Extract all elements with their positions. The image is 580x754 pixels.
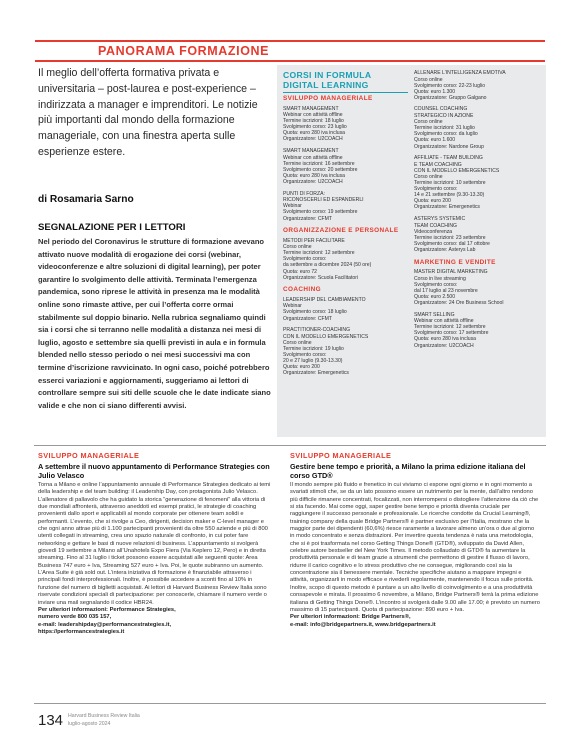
course-name: METODI PER FACILITARE xyxy=(283,237,345,244)
course-detail: Svolgimento corso: dal 17 ottobre xyxy=(414,240,490,247)
signal-title: SEGNALAZIONE PER I LETTORI xyxy=(38,222,186,233)
digital-learning-box xyxy=(277,65,546,437)
course-name: AFFILIATE - TEAM BUILDING xyxy=(414,155,483,162)
course-detail: Corso online xyxy=(414,76,443,83)
course-detail: Termine iscrizioni: 23 settembre xyxy=(414,234,486,241)
course-entry xyxy=(414,155,541,210)
article-left-category: SVILUPPO MANAGERIALE xyxy=(38,451,140,460)
course-detail: Corso online xyxy=(414,173,443,180)
course-detail: Svolgimento corso: 17 settembre xyxy=(414,330,489,337)
footer-issue: luglio-agosto 2024 xyxy=(68,721,111,727)
course-detail: da settembre a dicembre 2024 (50 ore) xyxy=(283,262,372,269)
course-category: MARKETING E VENDITE xyxy=(414,258,496,266)
article-right-contact-1: Per ulteriori informazioni: Bridge Partners®, xyxy=(290,614,411,621)
intro-text: Il meglio dell’offerta formativa privata e universitaria – post-laurea e post-experience – indirizzata a manager e imprenditori. Le notizie più importanti dal mondo della formazione manageriale, con una finestra aperta sulle esperienze estere. xyxy=(38,67,258,158)
course-detail: Svolgimento corso: 19 settembre xyxy=(283,209,358,216)
course-detail: Quota: euro 2.500 xyxy=(414,293,456,300)
course-detail: Organizzatore: Gruppo Galgano xyxy=(414,94,487,101)
course-detail: CON IL MODELLO EMERGENETICS xyxy=(414,167,500,174)
course-detail: Termine iscrizioni: 12 settembre xyxy=(283,250,355,257)
course-detail: Termine iscrizioni: 19 luglio xyxy=(283,345,344,352)
article-left-body: Torna a Milano e online l’appuntamento annuale di Performance Strategies dedicato ai temi della leadership e del team building: il Leadership Day, con protagonista Julio Velasco. L’allenatore di pallavolo che ha guidato la storica “generazione di fenomeni” alla vittoria di due mondiali affronterà, attraverso aneddoti ed esempi pratici, le strategie di coaching provenienti dallo sport e applicabili al mondo corporate per ottenere team solidi e performanti. L’evento, che si rivolge a Ceo, dirigenti, decision maker e C-level manager e che ogni anno attrae più di 1.100 partecipanti provenienti da oltre 550 aziende e più di 800 utenti collegati in streaming, crea uno spazio naturale di confronto, in cui poter fare networking e gettare le basi di nuove relazioni di business. L’appuntamento si svolgerà giovedì 19 settembre a Milano all’Unahotels Expo Fiera (Via Keplero 12, Pero) e in diretta streaming. Fino al 31 luglio i ticket possono essere acquistati alle seguenti quote: Area Business 747 euro + Iva, Streaming 527 euro + Iva. Poi, le quote subiranno un aumento. L’Area Suite è già sold out. L’intera iniziativa di formazione è finanziabile attraverso i principali fondi interprofessionali. Inoltre, è possibile accedere a sconti fino al 10% in funzione del numero di biglietti acquistati. Ai lettori di Harvard Business Review Italia sono riservate condizioni speciali di partecipazione: per conoscerle, chiamare il numero verde o inviare una mail segnalando il codice HBR24. xyxy=(38,482,271,606)
course-entry xyxy=(414,70,541,101)
course-name: ASTERYS SYSTEMIC xyxy=(414,215,466,222)
article-right-headline: Gestire bene tempo e priorità, a Milano la prima edizione italiana del corso GTD® xyxy=(290,462,526,480)
article-left-contact-4: https://performancestrategies.it xyxy=(38,628,125,635)
course-entry xyxy=(283,327,408,376)
course-detail: Organizzatore: Emergenetics xyxy=(414,204,480,211)
course-category: ORGANIZZAZIONE E PERSONALE xyxy=(283,227,399,235)
article-left xyxy=(38,451,273,636)
course-detail: Svolgimento corso: xyxy=(283,256,327,263)
course-detail: CON IL MODELLO EMERGENETICS xyxy=(283,333,369,340)
course-detail: Svolgimento corso: xyxy=(283,352,327,358)
page-number: 134 xyxy=(38,712,64,729)
course-detail: Webinar xyxy=(283,203,302,210)
course-detail: 20 e 27 luglio (9.30-13.30) xyxy=(283,358,343,365)
article-right-contact-2: e-mail: info@bridgepartners.it, www.bridgepartners.it xyxy=(290,621,436,628)
article-left-contact-1: Per ulteriori informazioni: Performance Strategies, xyxy=(38,606,176,613)
course-detail: Quota: euro 280 iva inclusa xyxy=(283,172,346,179)
separator-top xyxy=(34,445,546,446)
article-left-headline: A settembre il nuovo appuntamento di Performance Strategies con Julio Velasco xyxy=(38,462,270,480)
course-name: LEADERSHIP DEL CAMBIAMENTO xyxy=(283,296,366,303)
course-detail: Termine iscrizioni: 16 settembre xyxy=(283,160,355,167)
article-right-body: Il mondo sempre più fluido e frenetico in cui viviamo ci espone ogni giorno e in ogni momento a svariati stimoli che, se da un lato possono essere un nutrimento per la mente, dall’altro rendono più difficile rimanere concentrati, focalizzati, non interrompersi o distogliere l’attenzione da ciò che si sta facendo. Mai come oggi, saper gestire bene tempo e priorità diventa cruciale per raggiungere il successo personale e professionale. Le ricerche condotte da Crucial Learning®, training company della quale Bridge Partners® è partner esclusivo per l’Italia, mostrano che la maggior parte dei dipendenti (60,6%) riesce raramente a lavorare almeno un’ora o due al giorno in modo concentrato e senza distrazioni. Per invertire questa tendenza è nata una metodologia, che si è poi trasformata nel corso Getting Things Done® (GTD®), sviluppato da David Allen, celebre autore bestseller del New York Times. Il metodo collaudato di GTD® fa aumentare la produttività personale e di team grazie a strumenti che permettono di gestire il flusso di lavoro, ridurre il carico cognitivo e lo stress produttivo che ne consegue, migliorando così sia la concentrazione sia il benessere mentale. Tecniche specifiche aiutano a mappare impegni e attività, organizzarli in modo efficace e rivederli regolarmente, mantenendo il focus sulle priorità. Inoltre, scopo di questo metodo è puntare a un alto livello di coinvolgimento e a una produttività consapevole e mirata. Il prossimo 6 novembre, a Milano, Bridge Partners® terrà la prima edizione italiana di Getting Things Done®. L’incontro si svolgerà dalle 9.00 alle 17.00; è previsto un numero massimo di 15 partecipanti. Quota di partecipazione: 890 euro + Iva. xyxy=(290,482,540,613)
digital-box-title-rule xyxy=(283,92,408,93)
course-entry xyxy=(414,216,541,253)
course-detail: Organizzatore: Asterys Lab xyxy=(414,246,476,253)
course-entry xyxy=(283,106,408,143)
course-detail: 14 e 21 settembre (9.30-13.30) xyxy=(414,192,485,199)
course-detail: Termine iscrizioni: 18 luglio xyxy=(283,118,344,125)
digital-column-b xyxy=(414,65,541,354)
course-name: MASTER DIGITAL MARKETING xyxy=(414,269,488,276)
course-name: SMART SELLING xyxy=(414,311,455,318)
digital-box-title-line-1: CORSI IN FORMULA xyxy=(283,70,372,80)
digital-column-a xyxy=(283,65,408,382)
course-detail: Quota: euro 280 iva inclusa xyxy=(414,336,477,343)
course-detail: Svolgimento corso: da luglio xyxy=(414,131,478,138)
course-detail: Webinar xyxy=(283,303,302,310)
course-detail: Svolgimento corso: 23 luglio xyxy=(283,124,347,131)
course-detail: Organizzatore: 24 Ore Business School xyxy=(414,300,504,306)
course-detail: Svolgimento corso: 18 luglio xyxy=(283,309,347,316)
course-detail: Quota: euro 1.600 xyxy=(414,137,456,144)
course-detail: Svolgimento corso: 20 settembre xyxy=(283,166,358,173)
course-detail: Svolgimento corso: xyxy=(414,281,458,288)
course-name: COUNSEL COACHING xyxy=(414,106,468,113)
course-detail: Organizzatore: U2COACH xyxy=(283,136,343,143)
article-right xyxy=(290,451,540,629)
course-detail: Webinar con attività offline xyxy=(414,318,474,325)
course-detail: TEAM COACHING xyxy=(414,222,458,229)
course-entry xyxy=(414,269,541,306)
course-detail: Quota: euro 1.300 xyxy=(414,88,456,95)
course-detail: Organizzatore: U2COACH xyxy=(283,179,343,186)
course-detail: Webinar con attività offline xyxy=(283,154,343,161)
signal-body: Nel periodo del Coronavirus le strutture di formazione avevano attivato nuove modalità di erogazione dei corsi (webinar, videoconferenze e altre soluzioni di digital learning), per poter garantire lo svolgimento delle attività. Terminata l’emergenza pandemica, sono riprese le attività in presenza ma le modalità online sono rimaste attive, per cui l’offerta corre ormai stabilmente sul doppio binario. Nella rubrica segnaliamo quindi sia i corsi che si terranno nelle modalità a distanza nei mesi di luglio, agosto e settembre sia quelli previsti in aula e in formula blended nello stesso periodo o nei mesi successivi ma con termine d’iscrizione ravvicinato. In ogni caso, poiché potrebbero esserci variazioni e aggiornamenti, suggeriamo ai lettori di controllare sempre sui siti delle scuole che le date indicate siano valide e che non ci siano differenti avvisi. xyxy=(38,237,271,410)
article-left-contact-2: numero verde 800 035 157, xyxy=(38,614,112,621)
course-entry xyxy=(283,297,408,322)
course-entry xyxy=(283,148,408,185)
course-detail: Svolgimento corso: xyxy=(414,186,458,193)
separator-bottom xyxy=(34,703,546,704)
course-detail: Quota: euro 280 iva inclusa xyxy=(283,130,346,137)
course-name: PRACTITIONER-COACHING xyxy=(283,327,351,334)
course-detail: Termine iscrizioni: 12 settembre xyxy=(414,324,486,331)
course-detail: Organizzatore: U2COACH xyxy=(414,342,474,349)
course-detail: RICONOSCERLI ED ESPANDERLI xyxy=(283,197,364,204)
section-title: PANORAMA FORMAZIONE xyxy=(98,44,270,58)
header-rule-top xyxy=(35,40,545,42)
author-byline: di Rosamaria Sarno xyxy=(38,194,134,205)
course-detail: Videoconferenza xyxy=(414,228,453,235)
course-detail: Corso online xyxy=(283,244,312,251)
article-left-contact-3: e-mail: leadershipday@performancestrategies.it, xyxy=(38,621,172,628)
footer-magazine: Harvard Business Review Italia xyxy=(68,713,140,719)
course-detail: STRATEGICO IN AZIONE xyxy=(414,113,474,120)
article-right-category: SVILUPPO MANAGERIALE xyxy=(290,451,392,460)
course-detail: Webinar con attività offline xyxy=(283,112,343,119)
course-name: SMART MANAGEMENT xyxy=(283,148,339,155)
course-detail: E TEAM COACHING xyxy=(414,161,462,168)
course-entry xyxy=(414,106,541,149)
course-detail: Termine iscrizioni: 10 settembre xyxy=(414,180,486,186)
course-detail: Organizzatore: CFMT xyxy=(283,215,332,222)
course-name: SMART MANAGEMENT xyxy=(283,105,339,112)
course-name: PUNTI DI FORZA: xyxy=(283,190,325,197)
digital-box-title-line-2: DIGITAL LEARNING xyxy=(283,80,369,90)
course-detail: Organizzatore: Emergenetics xyxy=(283,370,349,377)
course-detail: Quota: euro 200 xyxy=(414,198,451,205)
course-name: ALLENARE L’INTELLIGENZA EMOTIVA xyxy=(414,70,506,76)
course-detail: Quota: euro 200 xyxy=(283,364,320,371)
course-detail: dal 17 luglio al 23 novembre xyxy=(414,287,478,294)
header-rule-bottom xyxy=(35,60,545,62)
course-detail: Termine iscrizioni: 31 luglio xyxy=(414,125,475,132)
course-entry xyxy=(283,191,408,222)
course-detail: Organizzatore: CFMT xyxy=(283,315,332,322)
course-entry xyxy=(414,312,541,349)
course-detail: Organizzatore: Scuola Facilitatori xyxy=(283,274,359,281)
course-category: SVILUPPO MANAGERIALE xyxy=(283,95,373,102)
course-detail: Corso online xyxy=(414,119,443,126)
digital-box-title xyxy=(283,70,408,90)
course-detail: Organizzatore: Nardone Group xyxy=(414,143,484,150)
course-detail: Corso online xyxy=(283,339,312,346)
course-detail: Svolgimento corso: 22-23 luglio xyxy=(414,82,486,89)
course-detail: Corso in live streaming xyxy=(414,275,466,282)
course-entry xyxy=(283,238,408,281)
course-category: COACHING xyxy=(283,286,321,294)
course-detail: Quota: euro 72 xyxy=(283,268,317,275)
